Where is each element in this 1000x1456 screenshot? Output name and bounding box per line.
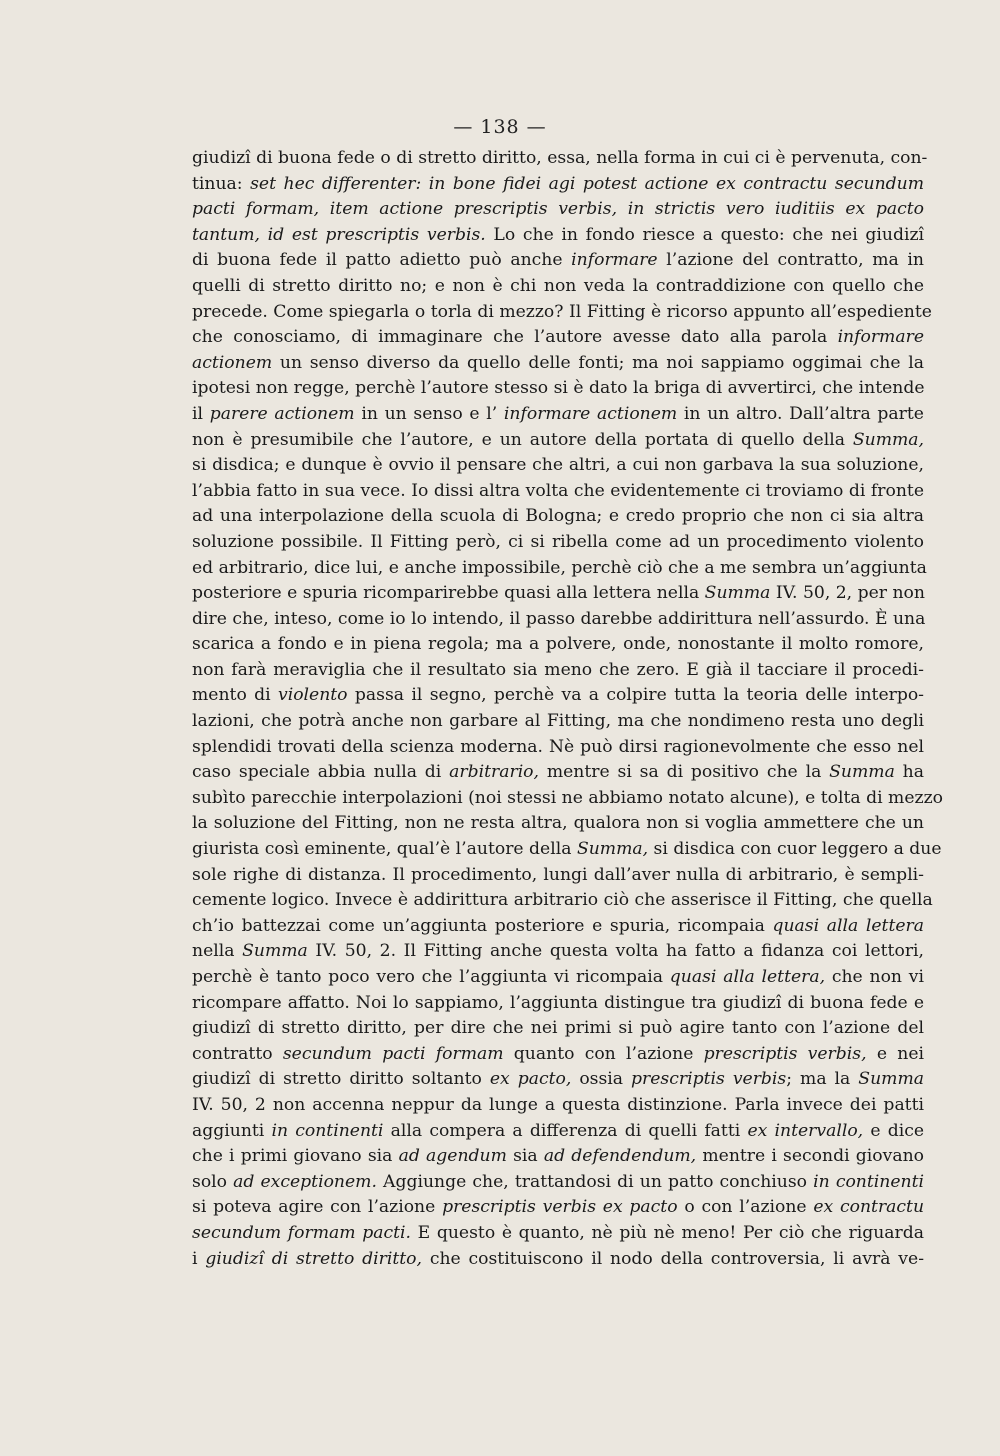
text-run: i [192,1248,206,1269]
text-run: nella [192,941,243,962]
text-run: che i primi giovano sia [192,1146,399,1167]
text-line [192,863,924,889]
text-line [192,274,924,300]
text-run: o con l’azione [677,1197,814,1218]
text-line [192,428,924,454]
text-line [192,402,924,428]
italic-text: tantum, id est prescriptis verbis. [192,224,486,245]
text-run: non farà meraviglia che il resultato sia meno che zero. E già il tacciare il procedi- [192,659,924,680]
italic-text: Summa [858,1069,924,1090]
text-line [192,146,928,172]
text-line [192,453,924,479]
text-line [192,248,924,274]
text-line [192,965,924,991]
text-run: che conosciamo, di immaginare che l’autore avesse dato alla parola [192,327,838,348]
text-run: e nei [866,1043,924,1064]
italic-text: arbitrario, [449,762,539,783]
text-run: alla compera a differenza di quelli fatti [383,1120,748,1141]
italic-text: ex contractu [813,1197,925,1218]
text-run: ad una interpolazione della scuola di Bologna; e credo proprio che non ci sia altra [192,506,924,527]
text-run: Lo che in fondo riesce a questo: che nei giudizî [485,224,924,245]
italic-text: giudizî di stretto diritto, [205,1248,422,1269]
text-line [192,351,924,377]
italic-text: prescriptis verbis, [703,1043,867,1064]
text-line [192,1119,924,1145]
text-line [192,197,924,223]
text-line [192,1247,924,1273]
text-line [192,658,924,684]
text-run: ed arbitrario, dice lui, e anche impossibile, perchè ciò che a me sembra un’aggiunta [192,557,927,578]
text-line [192,325,924,351]
text-line [192,504,924,530]
italic-text: prescriptis verbis ex pacto [442,1197,678,1218]
text-run: cemente logico. Invece è addirittura arbitrario ciò che asserisce il Fitting, che quella [192,890,933,911]
text-run: giudizî di buona fede o di stretto diritto, essa, nella forma in cui ci è pervenuta, con- [192,148,928,168]
text-run: ossia [571,1069,632,1090]
italic-text: ad defendendum, [543,1146,697,1167]
italic-text: actionem [192,352,273,373]
text-line [192,607,924,633]
text-run: perchè è tanto poco vero che l’aggiunta vi ricompaia [192,967,670,987]
italic-text: in continenti [271,1120,384,1141]
text-line [192,786,943,812]
text-run: il [192,403,210,424]
text-run: ipotesi non regge, perchè l’autore stesso si è dato la briga di avvertirci, che intende [192,378,925,399]
italic-text: Summa [704,583,771,604]
text-run: la soluzione del Fitting, non ne resta altra, qualora non si voglia ammettere che un [192,813,924,834]
text-run: di buona fede il patto adietto può anche [192,250,572,271]
text-line [192,1093,924,1119]
text-line [192,709,924,735]
text-line [192,991,924,1017]
text-run: IV. 50, 2, per non [770,583,925,604]
text-run: in un altro. Dall’altra parte [677,403,924,424]
text-line [192,223,924,249]
italic-text: Summa [829,762,895,783]
text-line [192,376,924,402]
text-line [192,1067,924,1093]
text-line [192,479,924,505]
italic-text: violento [277,685,348,706]
page-number: — 138 — [453,116,547,138]
italic-text: set hec differenter: in bone fidei agi potest actione ex contractu secundum [250,173,925,194]
text-run: IV. 50, 2. Il Fitting anche questa volta ha fatto a fidanza coi lettori, [307,941,924,962]
body-text [192,146,943,1272]
text-line [192,683,924,709]
text-run: splendidi trovati della scienza moderna. Nè può dirsi ragionevolmente che esso nel [192,736,924,757]
italic-text: ex intervallo, [747,1120,864,1141]
italic-text: informare actionem [503,403,678,424]
text-line [192,735,924,761]
italic-text: secundum formam pacti. [192,1222,411,1243]
text-run: soluzione possibile. Il Fitting però, ci si ribella come ad un procedimento violento [192,531,924,552]
text-run: in un senso e l’ [354,403,504,424]
italic-text: in continenti [813,1171,924,1192]
text-run: posteriore e spuria ricomparirebbe quasi alla lettera nella [192,583,705,604]
text-run: che costituiscono il nodo della controversia, li avrà ve- [422,1248,924,1269]
text-run: si disdica; e dunque è ovvio il pensare che altri, a cui non garbava la sua soluzione, [192,455,924,476]
text-run: giudizî di stretto diritto soltanto [192,1069,490,1090]
italic-text: Summa, [852,429,924,450]
text-line [192,632,924,658]
text-run: ricompare affatto. Noi lo sappiamo, l’aggiunta distingue tra giudizî di buona fede e [192,992,924,1013]
italic-text: Summa, [576,839,649,860]
text-run: quanto con l’azione [503,1043,704,1064]
text-run: si disdica con cuor leggero a due [648,839,942,860]
text-run: subìto parecchie interpolazioni (noi stessi ne abbiamo notato alcune), e tolta di mezzo [192,787,943,808]
text-line [192,1221,924,1247]
text-run: che non vi [825,967,924,987]
italic-text: quasi alla lettera [772,915,924,936]
text-line [192,914,924,940]
text-line [192,581,924,607]
text-run: contratto [192,1043,283,1064]
text-line [192,939,924,965]
text-run: ch’io battezzai come un’aggiunta posteriore e spuria, ricompaia [192,915,773,936]
text-run: IV. 50, 2 non accenna neppur da lunge a questa distinzione. Parla invece dei patti [192,1094,924,1115]
text-run: sia [506,1146,544,1167]
text-run: l’abbia fatto in sua vece. Io dissi altra volta che evidentemente ci troviamo di fronte [192,480,924,501]
text-run: caso speciale abbia nulla di [192,762,450,783]
text-line [192,811,924,837]
text-run: lazioni, che potrà anche non garbare al Fitting, ma che nondimeno resta uno degli [192,711,924,732]
italic-text: secundum pacti formam [282,1043,504,1064]
text-line [192,837,942,863]
text-run: passa il segno, perchè va a colpire tutta la teoria delle interpo- [347,685,924,706]
italic-text: pacti formam, item actione prescriptis verbis, in strictis vero iuditiis ex pacto [192,199,924,220]
text-line [192,1042,924,1068]
text-line [192,1144,924,1170]
italic-text: ad agendum [398,1146,507,1167]
text-line [192,530,924,556]
text-line [192,1195,924,1221]
italic-text: informare [837,327,924,348]
italic-text: informare [571,250,658,271]
italic-text: ad exceptionem. [233,1171,377,1192]
text-run: giurista così eminente, qual’è l’autore della [192,839,577,860]
text-run: giudizî di stretto diritto, per dire che nei primi si può agire tanto con l’azione del [192,1018,924,1039]
text-run: precede. Come spiegarla o torla di mezzo? Il Fitting è ricorso appunto all’espediente [192,301,932,322]
text-run: ha [894,762,924,783]
italic-text: parere actionem [209,403,355,424]
text-line [192,1170,924,1196]
text-run: mentre i secondi giovano [696,1146,924,1167]
text-run: tinua: [192,173,251,194]
text-line [192,172,924,198]
text-run: Aggiunge che, trattandosi di un patto conchiuso [376,1171,814,1192]
text-run: mento di [192,685,278,706]
text-run: dire che, inteso, come io lo intendo, il passo darebbe addirittura nell’assurdo. È una [192,608,926,629]
text-line [192,888,933,914]
text-run: scarica a fondo e in piena regola; ma a polvere, onde, nonostante il molto romore, [192,634,924,655]
text-line [192,760,924,786]
text-run: quelli di stretto diritto no; e non è chi non veda la contraddizione con quello che [192,275,924,296]
italic-text: ex pacto, [489,1069,572,1090]
italic-text: prescriptis verbis [631,1069,787,1090]
text-run: mentre si sa di positivo che la [539,762,830,783]
italic-text: quasi alla lettera, [669,967,826,987]
italic-text: Summa [242,941,308,962]
text-run: sole righe di distanza. Il procedimento, lungi dall’aver nulla di arbitrario, è sempli- [192,864,924,885]
text-run: un senso diverso da quello delle fonti; ma noi sappiamo oggimai che la [272,352,924,373]
text-run: E questo è quanto, nè più nè meno! Per ciò che riguarda [410,1222,924,1243]
text-line [192,556,927,582]
text-run: aggiunti [192,1120,272,1141]
text-run: ; ma la [786,1069,859,1090]
text-run: l’azione del contratto, ma in [657,250,924,271]
text-run: e dice [863,1120,924,1141]
text-run: si poteva agire con l’azione [192,1197,443,1218]
text-line [192,1016,924,1042]
text-run: non è presumibile che l’autore, e un autore della portata di quello della [192,429,853,450]
text-run: solo [192,1171,234,1192]
text-line [192,300,932,326]
